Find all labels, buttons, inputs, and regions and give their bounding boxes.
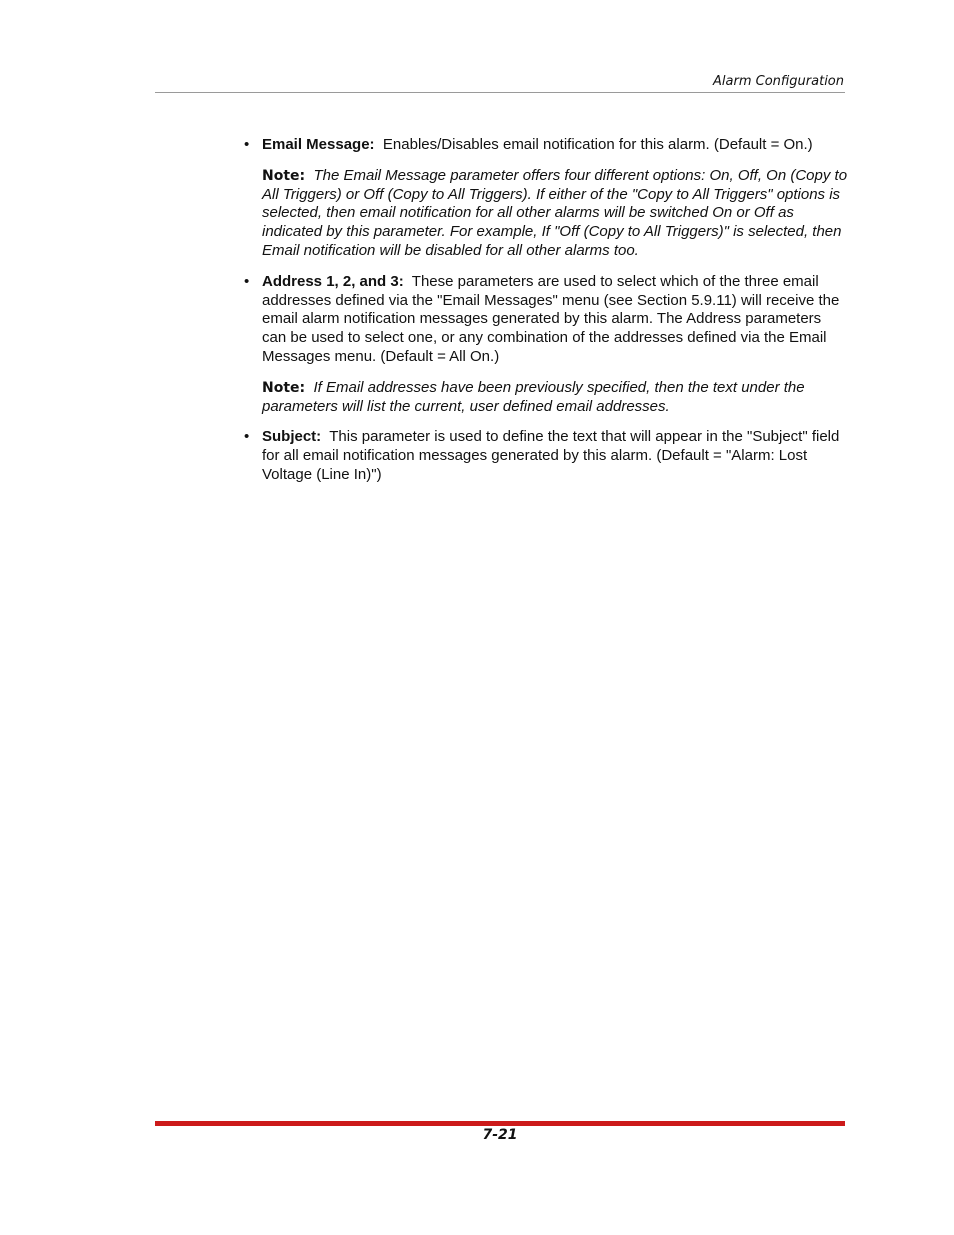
note-email-message <box>244 167 849 261</box>
page-number: 7-21 <box>482 1127 518 1143</box>
list-item-address <box>244 273 849 367</box>
item-term: Subject: <box>262 428 322 446</box>
header-divider <box>155 92 845 93</box>
item-text: This parameter is used to define the text that will appear in the "Subject" field for all email notification messages generated by this alarm. (Default = "Alarm: Lost Voltage (Line In)") <box>262 428 840 483</box>
note-text: The Email Message parameter offers four different options: On, Off, On (Copy to All Triggers) or Off (Copy to All Triggers). If either of the "Copy to All Triggers" options is selected, then email notification for all other alarms will be switched On or Off as indicated by this parameter. For example, If "Off (Copy to All Triggers)" is selected, then Email notification will be disabled for all other alarms too. <box>262 166 848 259</box>
note-address <box>244 379 849 417</box>
bullet-icon: • <box>244 272 250 290</box>
note-text: If Email addresses have been previously specified, then the text under the parameters will list the current, user defined email addresses. <box>262 378 805 415</box>
bullet-icon: • <box>244 136 250 153</box>
item-text: Enables/Disables email notification for this alarm. (Default = On.) <box>382 136 813 153</box>
list-item-subject <box>244 428 849 484</box>
bullet-icon: • <box>244 428 250 446</box>
note-label: Note: <box>262 167 306 184</box>
header-section-title: Alarm Configuration <box>713 74 844 89</box>
item-term: Email Message: <box>262 136 375 153</box>
page-content <box>244 136 849 497</box>
list-item-email-message <box>244 136 849 155</box>
item-text: These parameters are used to select which of the three email addresses defined via the "Email Messages" menu (see Section 5.9.11) will receive the email alarm notification messages generated by this alarm. The Address parameters can be used to select one, or any combination of the addresses defined via the Email Messages menu. (Default = All On.) <box>262 272 840 365</box>
footer-divider <box>155 1121 845 1126</box>
item-term: Address 1, 2, and 3: <box>262 272 404 290</box>
note-label: Note: <box>262 379 306 396</box>
